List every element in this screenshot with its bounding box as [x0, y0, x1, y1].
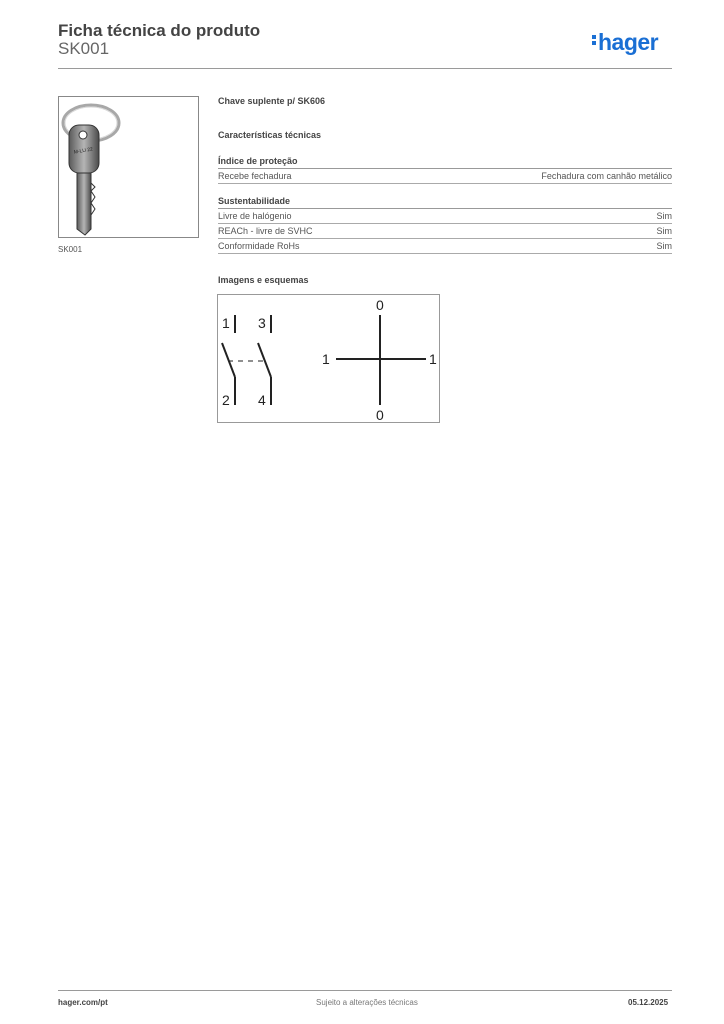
product-name: Chave suplente p/ SK606: [218, 96, 326, 106]
protection-group: [218, 155, 672, 184]
spec-row: [218, 239, 672, 254]
tech-section-title: Características técnicas: [218, 130, 322, 140]
key-engraving: M-LU 22: [73, 146, 94, 156]
spec-value: Sim: [656, 226, 672, 236]
spec-value: Sim: [656, 241, 672, 251]
images-section-title: Imagens e esquemas: [218, 275, 309, 285]
position-label-left: 1: [322, 351, 330, 367]
spec-value: Fechadura com canhão metálico: [541, 171, 672, 181]
contact-label-1: 1: [222, 315, 230, 331]
sustainability-group: [218, 195, 672, 254]
protection-title: Índice de proteção: [218, 155, 672, 169]
sustainability-title: Sustentabilidade: [218, 195, 672, 209]
product-photo: [58, 96, 199, 238]
logo-text: hager: [598, 29, 659, 55]
footer-date: 05.12.2025: [628, 998, 669, 1007]
spec-label: Conformidade RoHs: [218, 241, 300, 251]
footer-divider: [58, 990, 672, 991]
contact-label-4: 4: [258, 392, 266, 408]
spec-label: Recebe fechadura: [218, 171, 292, 181]
header-divider: [58, 68, 672, 69]
key-icon: [59, 97, 198, 237]
spec-row: [218, 169, 672, 184]
position-label-bottom: 0: [376, 407, 384, 422]
spec-value: Sim: [656, 211, 672, 221]
spec-label: REACh - livre de SVHC: [218, 226, 313, 236]
spec-label: Livre de halógenio: [218, 211, 292, 221]
contact-label-3: 3: [258, 315, 266, 331]
hager-logo: [592, 29, 658, 56]
spec-row: [218, 224, 672, 239]
wiring-schema: [217, 294, 440, 423]
photo-caption: SK001: [58, 245, 83, 254]
schema-diagram: [218, 295, 439, 422]
logo-dots-icon: [592, 33, 596, 47]
page-title: Ficha técnica do produto: [58, 21, 261, 40]
product-code: SK001: [58, 39, 110, 58]
position-label-top: 0: [376, 297, 384, 313]
footer-notice: Sujeito a alterações técnicas: [316, 998, 418, 1007]
footer-website[interactable]: hager.com/pt: [58, 998, 108, 1007]
spec-row: [218, 209, 672, 224]
contact-label-2: 2: [222, 392, 230, 408]
position-label-right: 1: [429, 351, 437, 367]
